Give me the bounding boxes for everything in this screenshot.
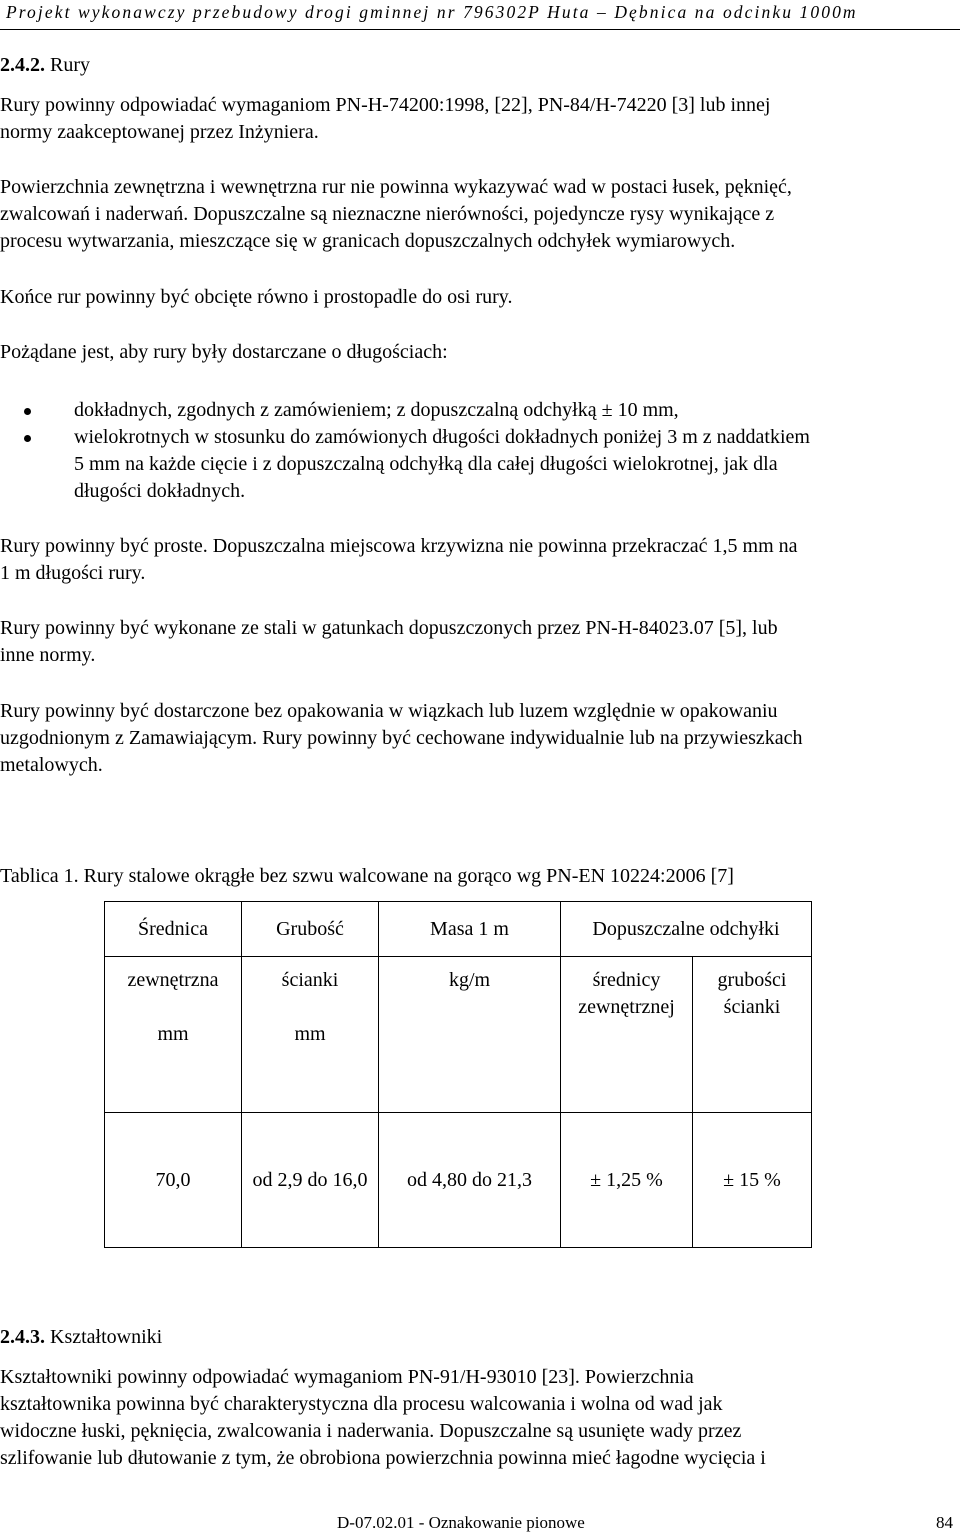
cell-label: ścianki <box>281 969 339 991</box>
paragraph-line: inne normy. <box>0 644 96 666</box>
cell-thickness: od 2,9 do 16,0 <box>242 1113 379 1248</box>
table-row <box>105 1113 812 1248</box>
pipes-table <box>104 901 812 1248</box>
paragraph-steel <box>0 615 778 669</box>
paragraph-line: Rury powinny odpowiadać wymaganiom PN-H-74200:1998, [22], PN-84/H-74220 [3] lub innej <box>0 94 771 116</box>
paragraph-norms <box>0 92 770 146</box>
paragraph-straight <box>0 533 798 587</box>
table-caption: Tablica 1. Rury stalowe okrągłe bez szwu walcowane na gorąco wg PN-EN 10224:2006 [7] <box>0 865 734 887</box>
subheader-cell-kgm <box>379 957 561 1113</box>
paragraph-line: Rury powinny być wykonane ze stali w gatunkach dopuszczonych przez PN-H-84023.07 [5], lub <box>0 617 778 639</box>
paragraph-line: 5 mm na każde cięcie i z dopuszczalną odchyłką dla całej długości wielokrotnej, jak dla <box>74 453 778 475</box>
paragraph-lengths: Pożądane jest, aby rury były dostarczane o długościach: <box>0 341 448 363</box>
footer-title: D-07.02.01 - Oznakowanie pionowe <box>337 1513 585 1532</box>
paragraph-delivery <box>0 698 803 779</box>
cell-mass: od 4,80 do 21,3 <box>379 1113 561 1248</box>
subheader-cell-wall <box>242 957 379 1113</box>
header-cell-thickness: Grubość <box>242 902 379 957</box>
paragraph-line: szlifowanie lub dłutowanie z tym, że obrobiona powierzchnia powinna mieć łagodne wycięcia i <box>0 1447 766 1469</box>
paragraph-ends: Końce rur powinny być obcięte równo i prostopadle do osi rury. <box>0 286 513 308</box>
cell-label: zewnętrzna <box>127 969 219 991</box>
header-cell-mass: Masa 1 m <box>379 902 561 957</box>
cell-diameter: 70,0 <box>105 1113 242 1248</box>
header-cell-diameter: Średnica <box>105 902 242 957</box>
subheader-cell-diameter-tolerance <box>561 957 693 1113</box>
section-heading-rury <box>0 54 90 77</box>
cell-wall-tolerance: ± 15 % <box>693 1113 812 1248</box>
paragraph-line: procesu wytwarzania, mieszczące się w granicach dopuszczalnych odchyłek wymiarowych. <box>0 230 736 252</box>
cell-label: ścianki <box>723 996 781 1018</box>
paragraph-line: Rury powinny być proste. Dopuszczalna miejscowa krzywizna nie powinna przekraczać 1,5 mm na <box>0 535 798 557</box>
section-title: Rury <box>50 54 90 76</box>
cell-unit: mm <box>157 1023 189 1045</box>
bullet-item-exact: dokładnych, zgodnych z zamówieniem; z dopuszczalną odchyłką ± 10 mm, <box>74 399 679 421</box>
cell-label: grubości <box>717 969 787 991</box>
cell-diameter-tolerance: ± 1,25 % <box>561 1113 693 1248</box>
paragraph-line: kształtownika powinna być charakterystyczna dla procesu walcowania i wolna od wad jak <box>0 1393 723 1415</box>
page-number: 84 <box>936 1513 953 1532</box>
cell-label: średnicy <box>592 969 661 991</box>
section-heading-ksztaltowniki <box>0 1326 162 1349</box>
bullet-item-multiple <box>74 424 810 505</box>
subheader-cell-outer <box>105 957 242 1113</box>
paragraph-line: wielokrotnych w stosunku do zamówionych długości dokładnych poniżej 3 m z naddatkiem <box>74 426 810 448</box>
paragraph-line: Powierzchnia zewnętrzna i wewnętrzna rur nie powinna wykazywać wad w postaci łusek, pęknięć, <box>0 176 792 198</box>
paragraph-surface <box>0 174 792 255</box>
paragraph-line: normy zaakceptowanej przez Inżyniera. <box>0 121 319 143</box>
subheader-cell-wall-tolerance <box>693 957 812 1113</box>
section-title: Kształtowniki <box>50 1326 163 1348</box>
table-subheader-row <box>105 957 812 1113</box>
cell-label: zewnętrznej <box>578 996 675 1018</box>
page-header: Projekt wykonawczy przebudowy drogi gminnej nr 796302P Huta – Dębnica na odcinku 1000m <box>6 2 858 22</box>
paragraph-line: Rury powinny być dostarczone bez opakowania w wiązkach lub luzem względnie w opakowaniu <box>0 700 778 722</box>
cell-label: kg/m <box>448 969 491 991</box>
header-rule <box>0 29 960 30</box>
bullet-dot <box>24 408 31 415</box>
paragraph-line: metalowych. <box>0 754 103 776</box>
cell-unit: mm <box>294 1023 326 1045</box>
paragraph-line: uzgodnionym z Zamawiającym. Rury powinny być cechowane indywidualnie lub na przywieszkach <box>0 727 803 749</box>
paragraph-line: 1 m długości rury. <box>0 562 146 584</box>
paragraph-line: Kształtowniki powinny odpowiadać wymaganiom PN-91/H-93010 [23]. Powierzchnia <box>0 1366 694 1388</box>
paragraph-line: zwalcowań i naderwań. Dopuszczalne są nieznaczne nierówności, pojedyncze rysy wynikające z <box>0 203 775 225</box>
paragraph-sections <box>0 1364 766 1472</box>
paragraph-line: długości dokładnych. <box>74 480 246 502</box>
paragraph-line: widoczne łuski, pęknięcia, zwalcowania i naderwania. Dopuszczalne są usunięte wady przez <box>0 1420 742 1442</box>
section-number: 2.4.3. <box>0 1326 45 1348</box>
bullet-dot <box>24 435 31 442</box>
table-header-row <box>105 902 812 957</box>
header-cell-tolerances: Dopuszczalne odchyłki <box>561 902 812 957</box>
section-number: 2.4.2. <box>0 54 45 76</box>
